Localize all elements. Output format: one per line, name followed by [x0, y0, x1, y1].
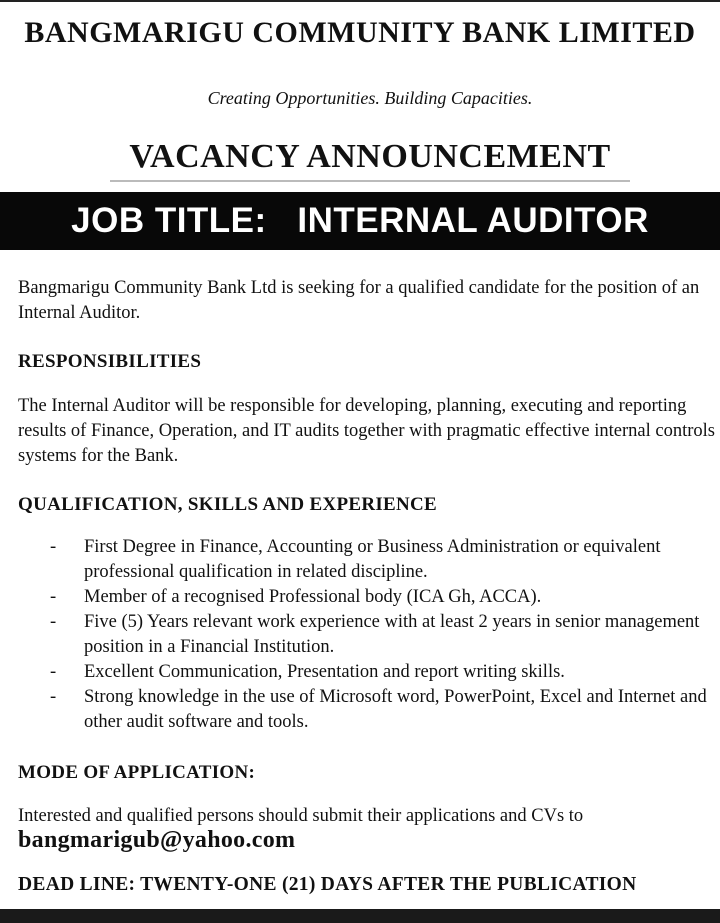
job-title-banner: JOB TITLE: INTERNAL AUDITOR [0, 192, 720, 250]
application-heading: MODE OF APPLICATION: [18, 762, 256, 783]
list-item-text: Member of a recognised Professional body (ICA Gh, ACCA). [84, 587, 542, 607]
title-divider [110, 180, 630, 182]
intro-paragraph: Bangmarigu Community Bank Ltd is seeking for a qualified candidate for the position of an Internal Auditor. [18, 278, 700, 323]
responsibilities-paragraph: The Internal Auditor will be responsible for developing, planning, executing and reporting results of Finance, Operation, and IT audits together with pragmatic effective internal controls systems for the Bank. [18, 396, 715, 466]
list-item-text: First Degree in Finance, Accounting or Business Administration or equivalent professional qualification in related discipline. [84, 537, 661, 582]
qualifications-list [42, 535, 720, 735]
list-item: - Five (5) Years relevant work experience with at least 2 years in senior management position in a Financial Institution. [50, 612, 700, 657]
bank-name: BANGMARIGU COMMUNITY BANK LIMITED [24, 16, 696, 49]
bank-tagline: Creating Opportunities. Building Capacities. [207, 88, 533, 108]
list-item-text: Strong knowledge in the use of Microsoft word, PowerPoint, Excel and Internet and other audit software and tools. [84, 687, 707, 732]
application-text: Interested and qualified persons should submit their applications and CVs to [18, 806, 584, 826]
top-border [0, 0, 720, 2]
qualifications-heading: QUALIFICATION, SKILLS AND EXPERIENCE [18, 494, 438, 515]
announcement-title: VACANCY ANNOUNCEMENT [129, 138, 611, 175]
list-item-text: Excellent Communication, Presentation and report writing skills. [84, 662, 565, 682]
responsibilities-heading: RESPONSIBILITIES [18, 351, 202, 372]
bottom-border [0, 909, 720, 923]
list-item: - First Degree in Finance, Accounting or Business Administration or equivalent professional qualification in related discipline. [50, 537, 661, 582]
list-item-text: Five (5) Years relevant work experience with at least 2 years in senior management position in a Financial Institution. [84, 612, 700, 657]
application-email[interactable]: bangmarigub@yahoo.com [18, 827, 296, 853]
list-item: - Excellent Communication, Presentation and report writing skills. [50, 662, 565, 682]
list-item: - Strong knowledge in the use of Microsoft word, PowerPoint, Excel and Internet and other audit software and tools. [50, 687, 707, 732]
list-item: - Member of a recognised Professional body (ICA Gh, ACCA). [50, 587, 542, 607]
deadline-text: DEAD LINE: TWENTY-ONE (21) DAYS AFTER THE PUBLICATION [18, 874, 637, 895]
